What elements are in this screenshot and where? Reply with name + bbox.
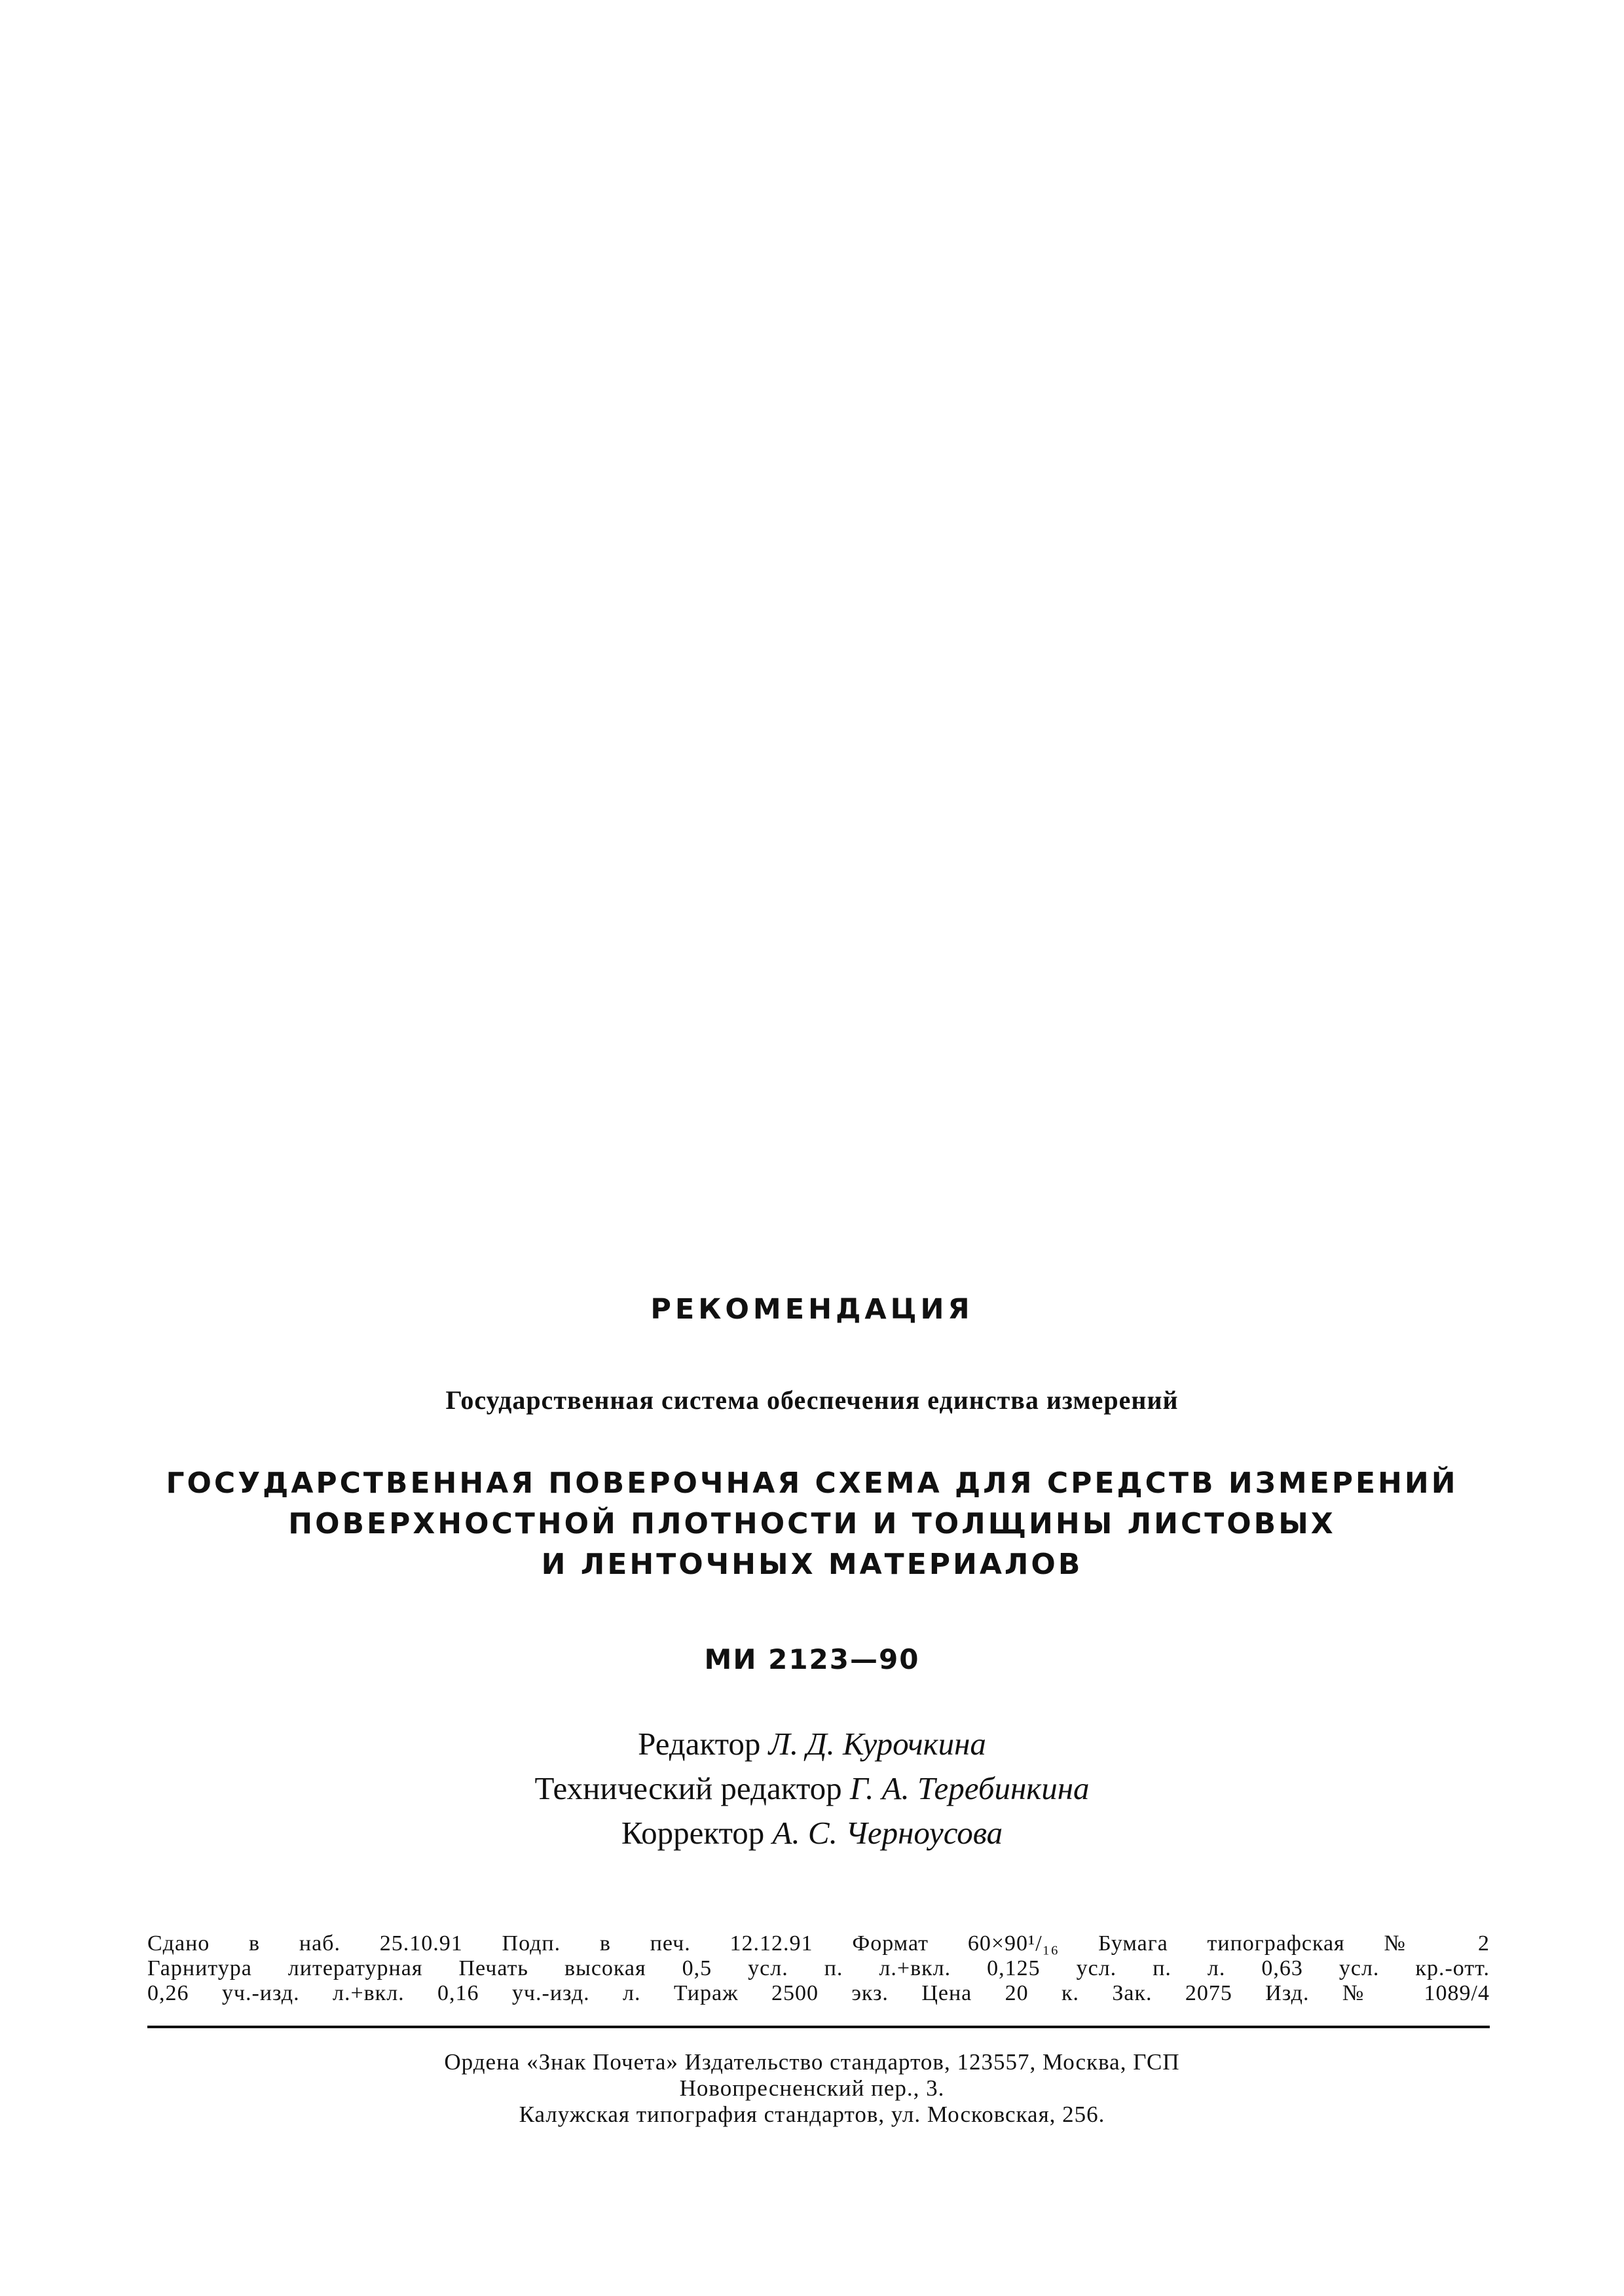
document-title-line: И ЛЕНТОЧНЫХ МАТЕРИАЛОВ	[541, 1548, 1083, 1581]
credit-editor	[0, 1722, 1624, 1766]
credit-person: Г. А. Теребинкина	[849, 1770, 1090, 1806]
imprint-line: 0,26 уч.-изд. л.+вкл. 0,16 уч.-изд. л. Тираж 2500 экз. Цена 20 к. Зак. 2075 Изд. № 1089/4	[147, 1981, 1490, 2005]
credit-person: Л. Д. Курочкина	[768, 1726, 986, 1762]
document-title	[0, 1463, 1624, 1585]
publisher-line: Ордена «Знак Почета» Издательство стандартов, 123557, Москва, ГСП	[444, 2049, 1180, 2075]
imprint-block	[147, 1931, 1490, 2006]
document-kind: РЕКОМЕНДАЦИЯ	[650, 1293, 974, 1326]
credit-role: Корректор	[621, 1815, 765, 1851]
credit-technical-editor	[0, 1766, 1624, 1811]
document-title-line: ГОСУДАРСТВЕННАЯ ПОВЕРОЧНАЯ СХЕМА ДЛЯ СРЕДСТВ ИЗМЕРЕНИЙ	[166, 1467, 1458, 1500]
divider-rule	[147, 2026, 1490, 2028]
publisher-line: Калужская типография стандартов, ул. Московская, 256.	[519, 2102, 1105, 2127]
credit-role: Технический редактор	[534, 1770, 842, 1806]
document-title-line: ПОВЕРХНОСТНОЙ ПЛОТНОСТИ И ТОЛЩИНЫ ЛИСТОВЫХ	[288, 1507, 1336, 1540]
imprint-line: Сдано в наб. 25.10.91 Подп. в печ. 12.12.91 Формат 60×90¹/₁₆ Бумага типографская № 2	[147, 1931, 1490, 1956]
imprint-line: Гарнитура литературная Печать высокая 0,5 усл. п. л.+вкл. 0,125 усл. п. л. 0,63 усл. кр.-отт.	[147, 1956, 1490, 1980]
credit-person: А. С. Черноусова	[772, 1815, 1003, 1851]
document-series: Государственная система обеспечения единства измерений	[445, 1385, 1179, 1415]
publisher-line: Новопресненский пер., 3.	[679, 2075, 945, 2101]
credit-proofreader	[0, 1811, 1624, 1855]
publisher-block	[0, 2049, 1624, 2128]
document-designation: МИ 2123—90	[704, 1643, 920, 1675]
credit-role: Редактор	[638, 1726, 761, 1762]
credits-block	[0, 1722, 1624, 1855]
